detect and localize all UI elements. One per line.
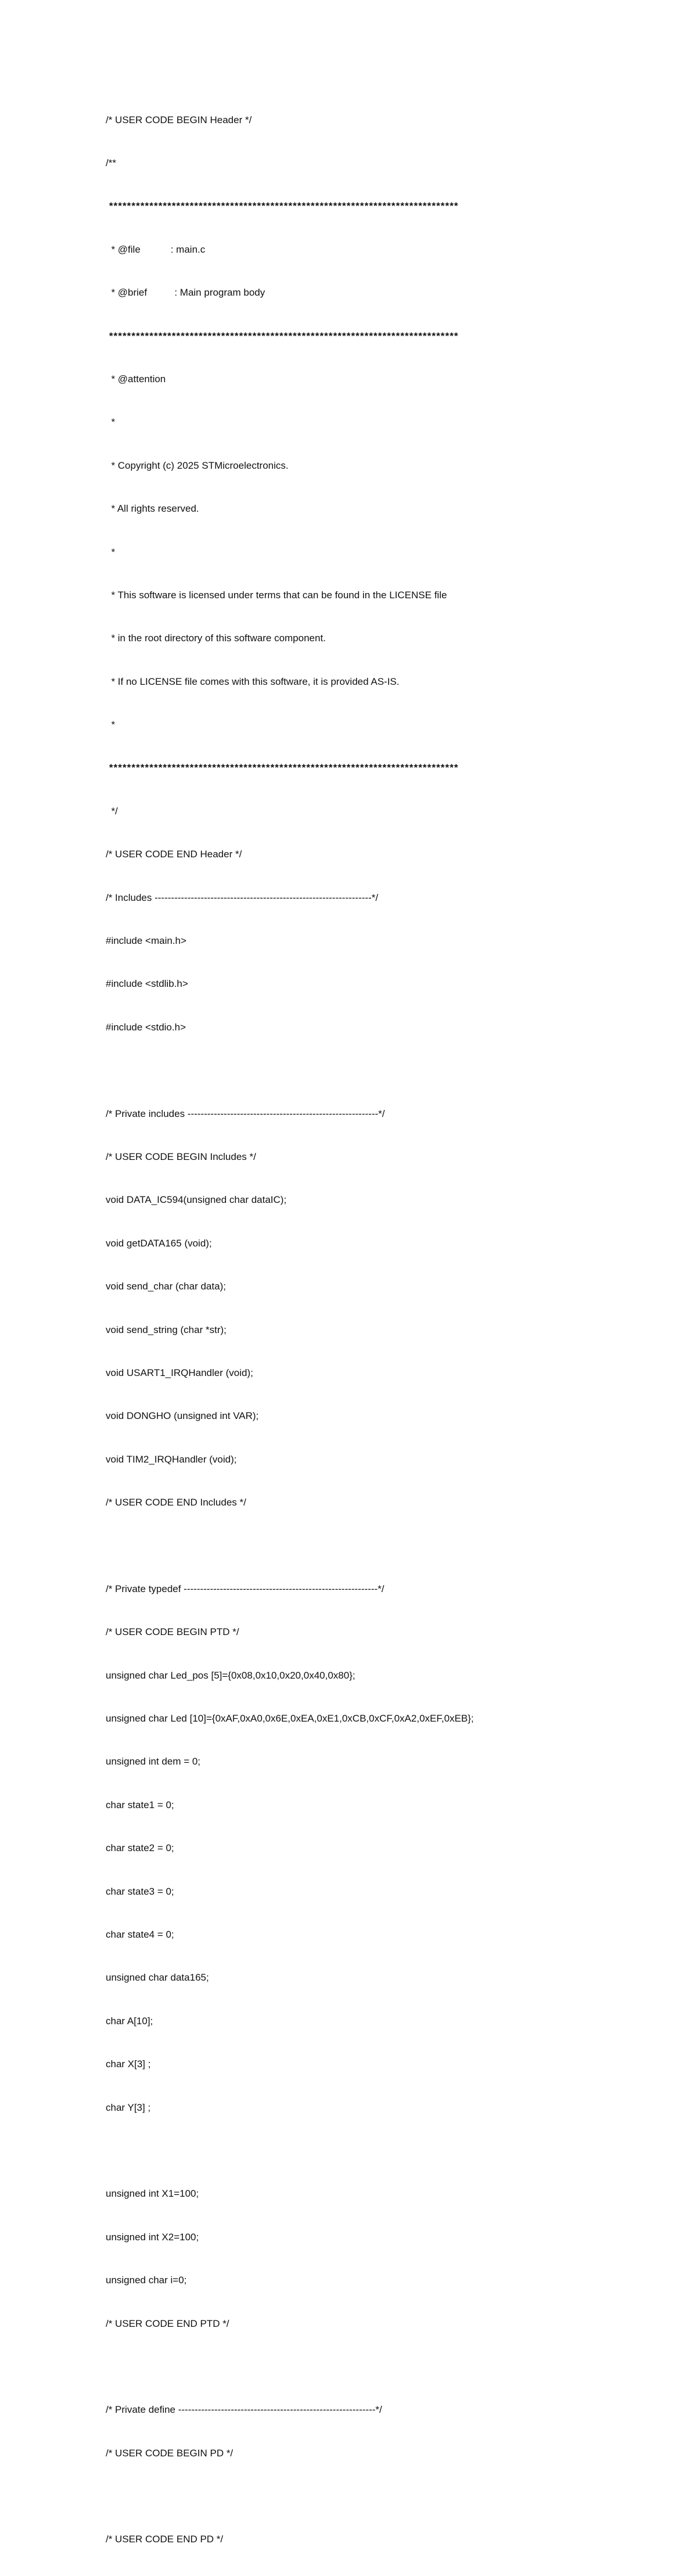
code-listing (106, 84, 663, 2576)
code-line: /* Includes ------------------------------------------------------------------*/ (106, 892, 379, 903)
code-line (106, 1539, 663, 1553)
code-line: /* Private define ------------------------------------------------------------*/ (106, 2404, 382, 2416)
code-line: void send_string (char *str); (106, 1324, 227, 1335)
code-line: * in the root directory of this software component. (106, 633, 326, 644)
code-line: #include <main.h> (106, 935, 186, 947)
code-line: * All rights reserved. (106, 503, 199, 515)
code-line: char Y[3] ; (106, 2101, 151, 2113)
code-line: unsigned char Led_pos [5]={0x08,0x10,0x20,0x40,0x80}; (106, 1669, 355, 1681)
code-line: unsigned char Led [10]={0xAF,0xA0,0x6E,0xEA,0xE1,0xCB,0xCF,0xA2,0xEF,0xEB}; (106, 1713, 474, 1724)
code-line: */ (106, 805, 118, 817)
code-line: /* USER CODE BEGIN Header */ (106, 114, 252, 125)
code-line: /* USER CODE BEGIN PTD */ (106, 1626, 239, 1638)
code-line: unsigned char i=0; (106, 2275, 187, 2286)
code-line: * (106, 719, 116, 731)
code-line: /* Private includes ----------------------------------------------------------*/ (106, 1108, 385, 1119)
code-line: unsigned int X1=100; (106, 2188, 199, 2200)
code-line: * @file : main.c (106, 243, 206, 255)
code-line: unsigned int X2=100; (106, 2231, 199, 2243)
code-line (106, 2489, 663, 2504)
code-line: char state4 = 0; (106, 1929, 174, 1940)
code-line: * Copyright (c) 2025 STMicroelectronics. (106, 459, 289, 471)
code-line: /* USER CODE END PTD */ (106, 2318, 229, 2329)
code-line: void DONGHO (unsigned int VAR); (106, 1410, 259, 1422)
code-line: /* USER CODE BEGIN Includes */ (106, 1151, 256, 1162)
code-line: void send_char (char data); (106, 1281, 226, 1292)
code-line: void getDATA165 (void); (106, 1237, 212, 1249)
code-line: ****************************************************************************** (106, 762, 459, 774)
code-line: /* USER CODE BEGIN PD */ (106, 2447, 233, 2459)
code-line: /* USER CODE END PD */ (106, 2534, 224, 2545)
code-line: /* USER CODE END Header */ (106, 849, 242, 860)
code-line: * (106, 416, 116, 428)
code-line: * (106, 546, 116, 558)
code-line: char state3 = 0; (106, 1885, 174, 1897)
code-line: ****************************************************************************** (106, 330, 459, 342)
code-line: void TIM2_IRQHandler (void); (106, 1453, 237, 1465)
code-line: void USART1_IRQHandler (void); (106, 1367, 253, 1378)
code-line: void DATA_IC594(unsigned char dataIC); (106, 1194, 287, 1206)
code-line: /* USER CODE END Includes */ (106, 1497, 246, 1508)
code-line: char A[10]; (106, 2015, 153, 2027)
code-line: ****************************************************************************** (106, 200, 459, 212)
code-line (106, 2360, 663, 2374)
code-line: unsigned int dem = 0; (106, 1756, 201, 1767)
code-line (106, 2144, 663, 2158)
code-line: * This software is licensed under terms that can be found in the LICENSE file (106, 589, 447, 601)
code-line: char state1 = 0; (106, 1799, 174, 1810)
code-line: /* Private typedef -----------------------------------------------------------*/ (106, 1583, 385, 1594)
code-line: * If no LICENSE file comes with this software, it is provided AS-IS. (106, 676, 400, 687)
code-line: * @attention (106, 373, 166, 385)
code-line (106, 1064, 663, 1078)
code-line: unsigned char data165; (106, 1972, 209, 1984)
code-line: #include <stdio.h> (106, 1021, 186, 1033)
code-line: char state2 = 0; (106, 1842, 174, 1854)
code-line: * @brief : Main program body (106, 287, 265, 299)
code-line: #include <stdlib.h> (106, 978, 188, 990)
code-line: /** (106, 157, 116, 168)
code-line: char X[3] ; (106, 2058, 151, 2070)
